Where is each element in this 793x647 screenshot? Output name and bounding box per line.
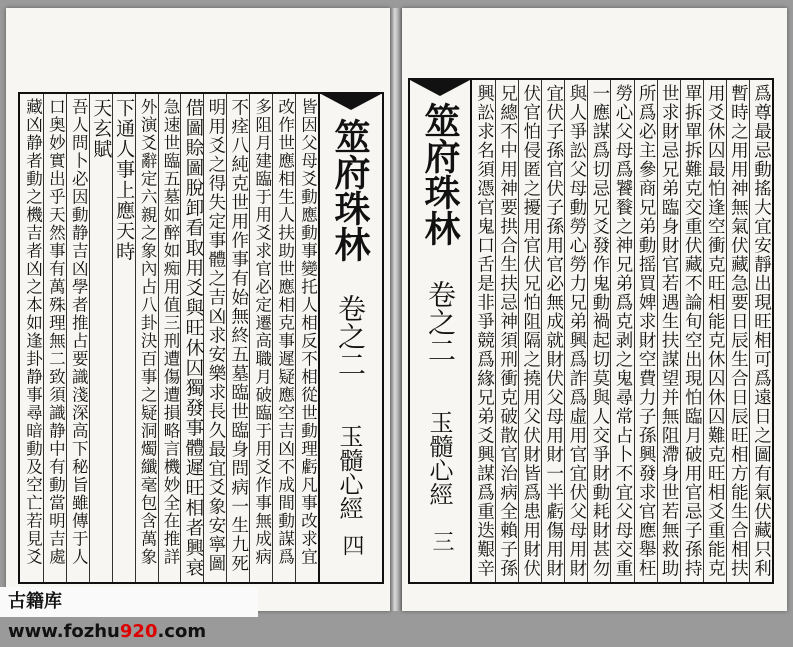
left-fishtail-top: [321, 94, 381, 110]
left-column-4: 不痊八純克世用作事有始無終五墓臨世臨身問病一生九死: [228, 98, 249, 573]
right-column-13: 興訟求名須憑官鬼口舌是非爭競爲緣兄弟爻興謀爲重迭艱辛: [474, 84, 495, 578]
left-column-11: 吾人問卜必因動静吉凶學者推占要識淺深高下秘旨雖傳于人: [69, 98, 89, 566]
left-column-10: 天玄賦: [90, 98, 113, 160]
right-column-12: 兄總不中用神要拱合生扶忌神須刑衝克破散官治病全賴子孫: [497, 84, 518, 578]
right-page: [402, 8, 787, 611]
right-center-band: [408, 78, 472, 584]
right-column-10: 宜伏子孫官伏子孫用官必無成就財伏父母用財一半虧傷用財: [543, 84, 564, 578]
right-band-title: 筮府珠林: [419, 102, 461, 246]
watermark-url-prefix: www.fozhu: [8, 621, 120, 642]
left-column-13: 藏凶静者動之機吉者凶之本如逢卦静事尋暗動及空亡若見爻: [23, 98, 43, 566]
right-band-chapter: 玉髓心經: [425, 410, 453, 506]
watermark-label: 古籍库: [8, 591, 62, 612]
left-columns: [20, 94, 318, 582]
right-column-5: 世求財忌兄弟臨身財官若遇生扶謀望并無阻滯身世若無救助: [659, 84, 680, 578]
left-column-5: 明用爻之得失定事體之吉凶求安樂求長久最宜爻象安寧圖: [205, 98, 226, 573]
right-column-9: 與人爭訟父母動勞心勞力兄弟興爲詐爲虛用官宜伏父母用財: [566, 84, 587, 578]
right-column-8: 一應謀爲切忌兄爻發作鬼動禍起切莫與人交爭財動耗財甚勿: [589, 84, 610, 578]
left-column-12: 口奥妙實出乎天然事有萬殊理無二致須識静中有動當明吉處: [46, 98, 66, 566]
right-column-4: 單拆單拆難克交重伏藏不論旬空出現怕臨月破用官忌子孫持: [682, 84, 703, 578]
left-column-6: 借圖賒圖脫卸看取用爻與旺休囚獨發事體遲旺相者興衰: [182, 98, 204, 578]
left-column-3: 多阻月建臨于用爻求官必定遷高職月破臨于用爻作事無成病: [252, 98, 272, 566]
right-column-1: 爲尊最忌動搖大宜安靜出現旺相可爲遠日之圖有氣伏藏只利: [751, 84, 772, 578]
right-column-2: 暫時之用用神無氣伏藏急要日辰生合日辰旺相方能生合相扶: [728, 84, 749, 578]
watermark-url-number: 920: [119, 621, 158, 642]
book-spine: [390, 8, 402, 611]
right-band-page: 三: [429, 530, 454, 552]
left-center-band: [318, 92, 384, 584]
right-column-7: 勞心父母爲饕餮之神兄弟爲克剥之鬼尋常占卜不宜父母交重: [613, 84, 633, 578]
right-band-volume: 卷之二: [424, 280, 457, 364]
left-text-frame: [18, 92, 320, 584]
left-band-chapter: 玉髓心經: [335, 424, 363, 520]
left-band-volume: 卷之二: [334, 294, 367, 378]
right-text-frame: [470, 78, 774, 584]
left-column-8: 外演爻辭定六親之象內占八卦決百事之疑洞燭纖毫包含萬象: [138, 98, 158, 566]
right-column-3: 用爻休囚最怕逢空衝克旺相能克休囚休囚難克旺相爻重能克: [705, 84, 726, 578]
right-columns: [472, 80, 772, 582]
left-column-1: 皆因父母爻動應動事變托人相反不相從世動理虧凡事改求宜: [298, 98, 318, 566]
left-band-title: 筮府珠林: [329, 118, 371, 262]
watermark-url-suffix: .com: [157, 621, 207, 642]
right-column-11: 伏官怕侵匿之擾用官伏兄怕阻隔之撓用父伏財皆爲患用財伏: [520, 84, 541, 578]
left-column-9: 下通人事上應天時: [113, 98, 136, 262]
left-column-2: 改作世應相生人扶助世應相克事遲疑應空吉凶不成間動謀爲: [275, 98, 295, 566]
watermark: [0, 587, 258, 642]
right-column-6: 所爲必主參商兄弟動摇買婢求財空費力子孫興發求官應舉枉: [636, 84, 657, 578]
left-column-7: 急速世臨五墓如醉如痴用值三刑遭傷遭損略言機妙全在推詳: [161, 98, 180, 566]
right-fishtail-top: [410, 80, 470, 96]
left-page: [6, 8, 390, 611]
left-band-page: 四: [339, 534, 364, 556]
